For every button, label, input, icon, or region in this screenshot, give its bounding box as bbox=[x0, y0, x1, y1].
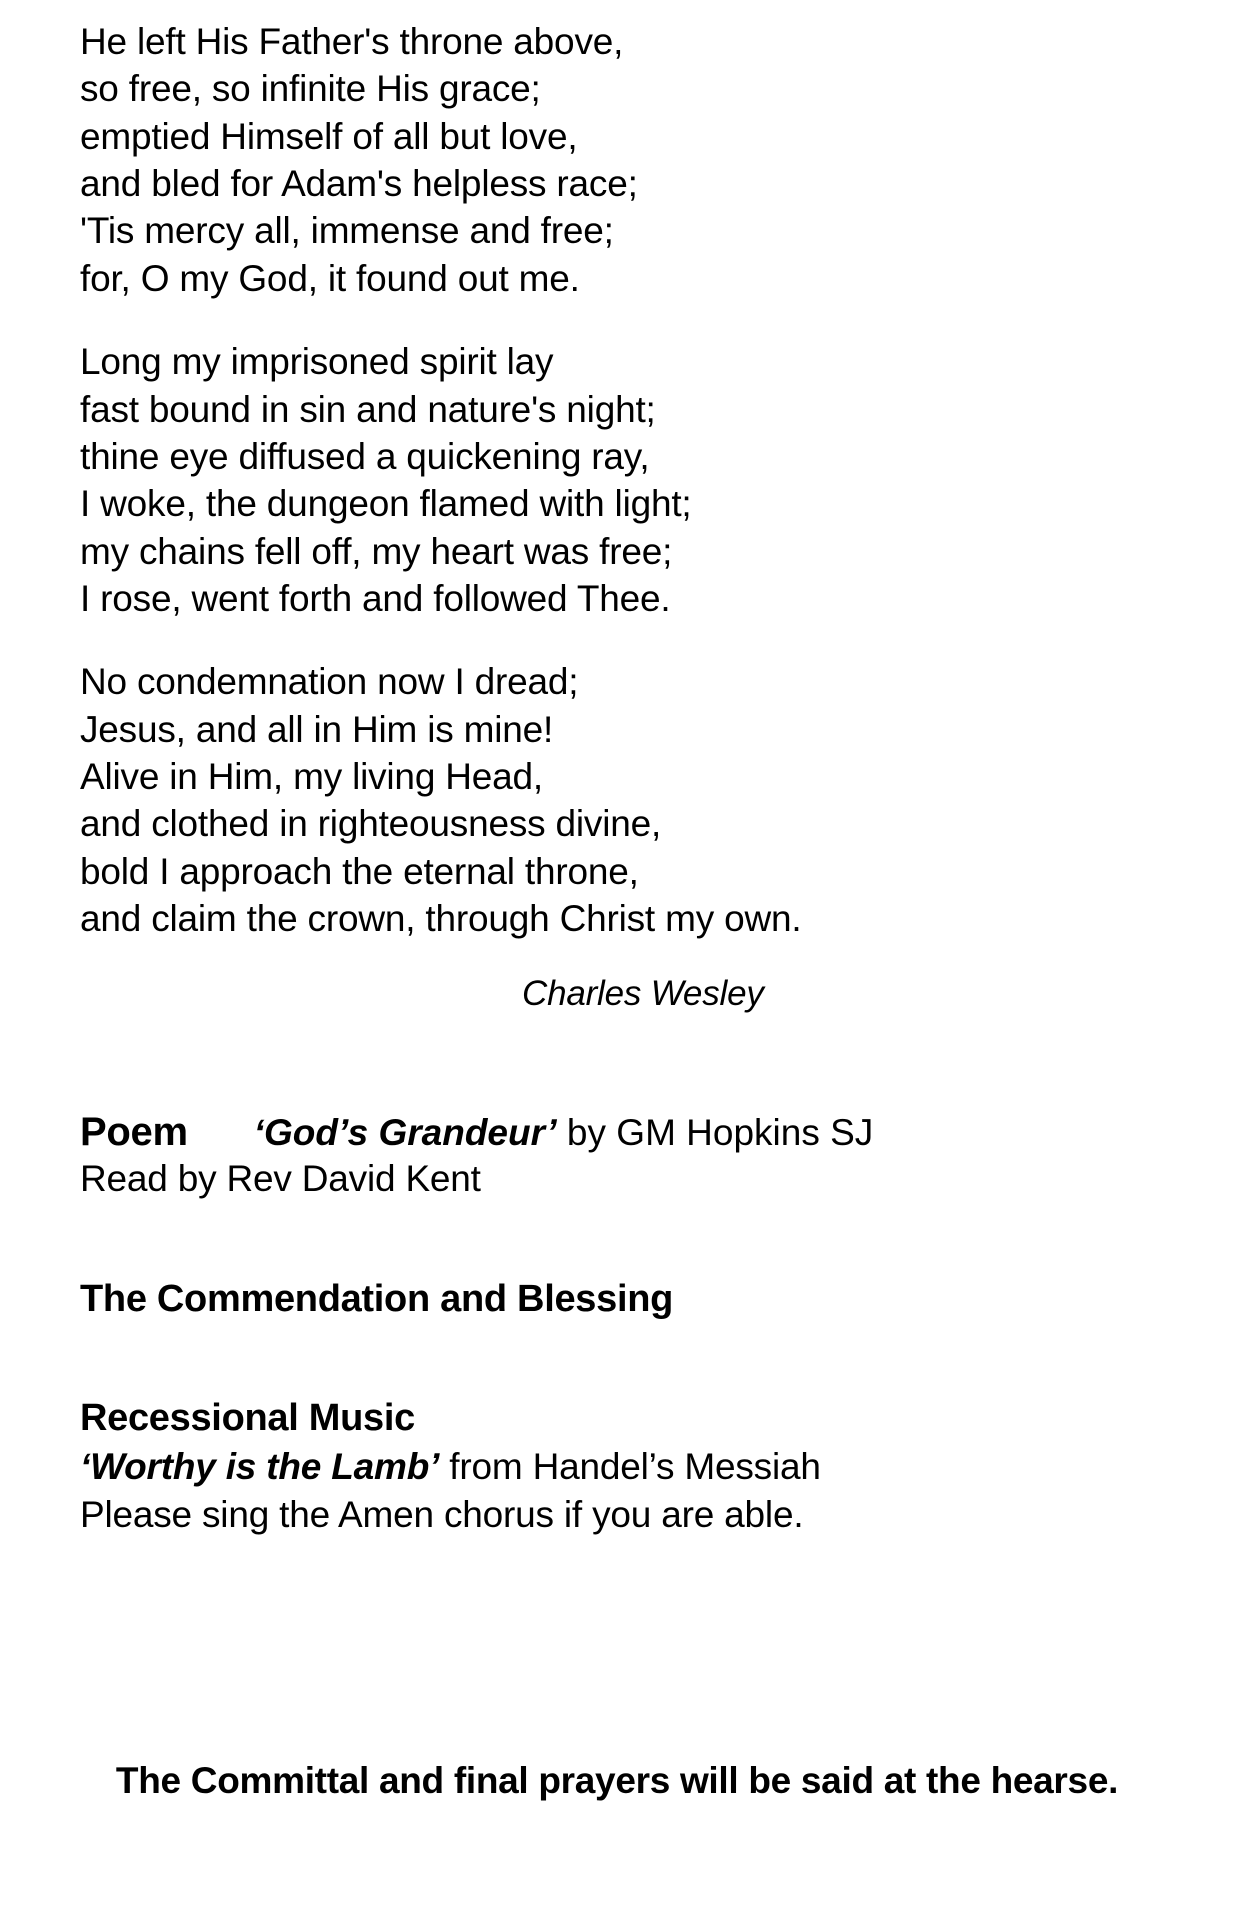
spacer bbox=[80, 1014, 1154, 1110]
hymn-line: fast bound in sin and nature's night; bbox=[80, 388, 656, 430]
hymn-line: He left His Father's throne above, bbox=[80, 21, 624, 62]
hymn-line: and bled for Adam's helpless race; bbox=[80, 163, 638, 205]
hymn-line: Long my imprisoned spirit lay bbox=[80, 341, 554, 383]
hymn-verse bbox=[80, 658, 1154, 942]
commendation-heading: The Commendation and Blessing bbox=[80, 1277, 674, 1320]
poem-reader: Read by Rev David Kent bbox=[80, 1158, 481, 1200]
recessional-piece-source: from Handel’s Messiah bbox=[439, 1445, 821, 1487]
poem-section bbox=[80, 1110, 1154, 1203]
hymn-line: Jesus, and all in Him is mine! bbox=[80, 708, 554, 750]
hymn-line: and clothed in righteousness divine, bbox=[80, 803, 662, 845]
recessional-section bbox=[80, 1395, 1154, 1539]
recessional-piece bbox=[80, 1443, 1154, 1491]
hymn-line: I rose, went forth and followed Thee. bbox=[80, 577, 671, 619]
hymn-verse bbox=[80, 18, 1154, 302]
hymn-line: emptied Himself of all but love, bbox=[80, 115, 578, 157]
hymn-line: Alive in Him, my living Head, bbox=[80, 756, 544, 798]
poem-label: Poem bbox=[80, 1110, 188, 1155]
poem-title: ‘God’s Grandeur’ bbox=[253, 1112, 557, 1154]
spacer bbox=[80, 1323, 1154, 1395]
committal-note: The Committal and final prayers will be said at the hearse. bbox=[115, 1760, 1119, 1801]
hymn-line: so free, so infinite His grace; bbox=[80, 68, 541, 110]
spacer bbox=[80, 1204, 1154, 1276]
hymn-line: my chains fell off, my heart was free; bbox=[80, 530, 673, 572]
hymn-verse bbox=[80, 338, 1154, 622]
hymn-line: 'Tis mercy all, immense and free; bbox=[80, 210, 614, 252]
hymn-line: bold I approach the eternal throne, bbox=[80, 850, 639, 892]
recessional-piece-title: ‘Worthy is the Lamb’ bbox=[80, 1445, 440, 1487]
hymn-line: for, O my God, it found out me. bbox=[80, 257, 580, 299]
hymn-line: I woke, the dungeon flamed with light; bbox=[80, 483, 692, 525]
hymn-line: No condemnation now I dread; bbox=[80, 661, 579, 703]
hymn-author: Charles Wesley bbox=[522, 974, 764, 1014]
recessional-heading: Recessional Music bbox=[80, 1397, 415, 1440]
commendation-section bbox=[80, 1276, 1154, 1324]
hymn-line: thine eye diffused a quickening ray, bbox=[80, 435, 650, 477]
recessional-instruction: Please sing the Amen chorus if you are able. bbox=[80, 1493, 804, 1535]
poem-heading bbox=[80, 1110, 1154, 1155]
poem-title-attribution: by GM Hopkins SJ bbox=[556, 1112, 874, 1154]
hymn-line: and claim the crown, through Christ my own. bbox=[80, 898, 802, 940]
